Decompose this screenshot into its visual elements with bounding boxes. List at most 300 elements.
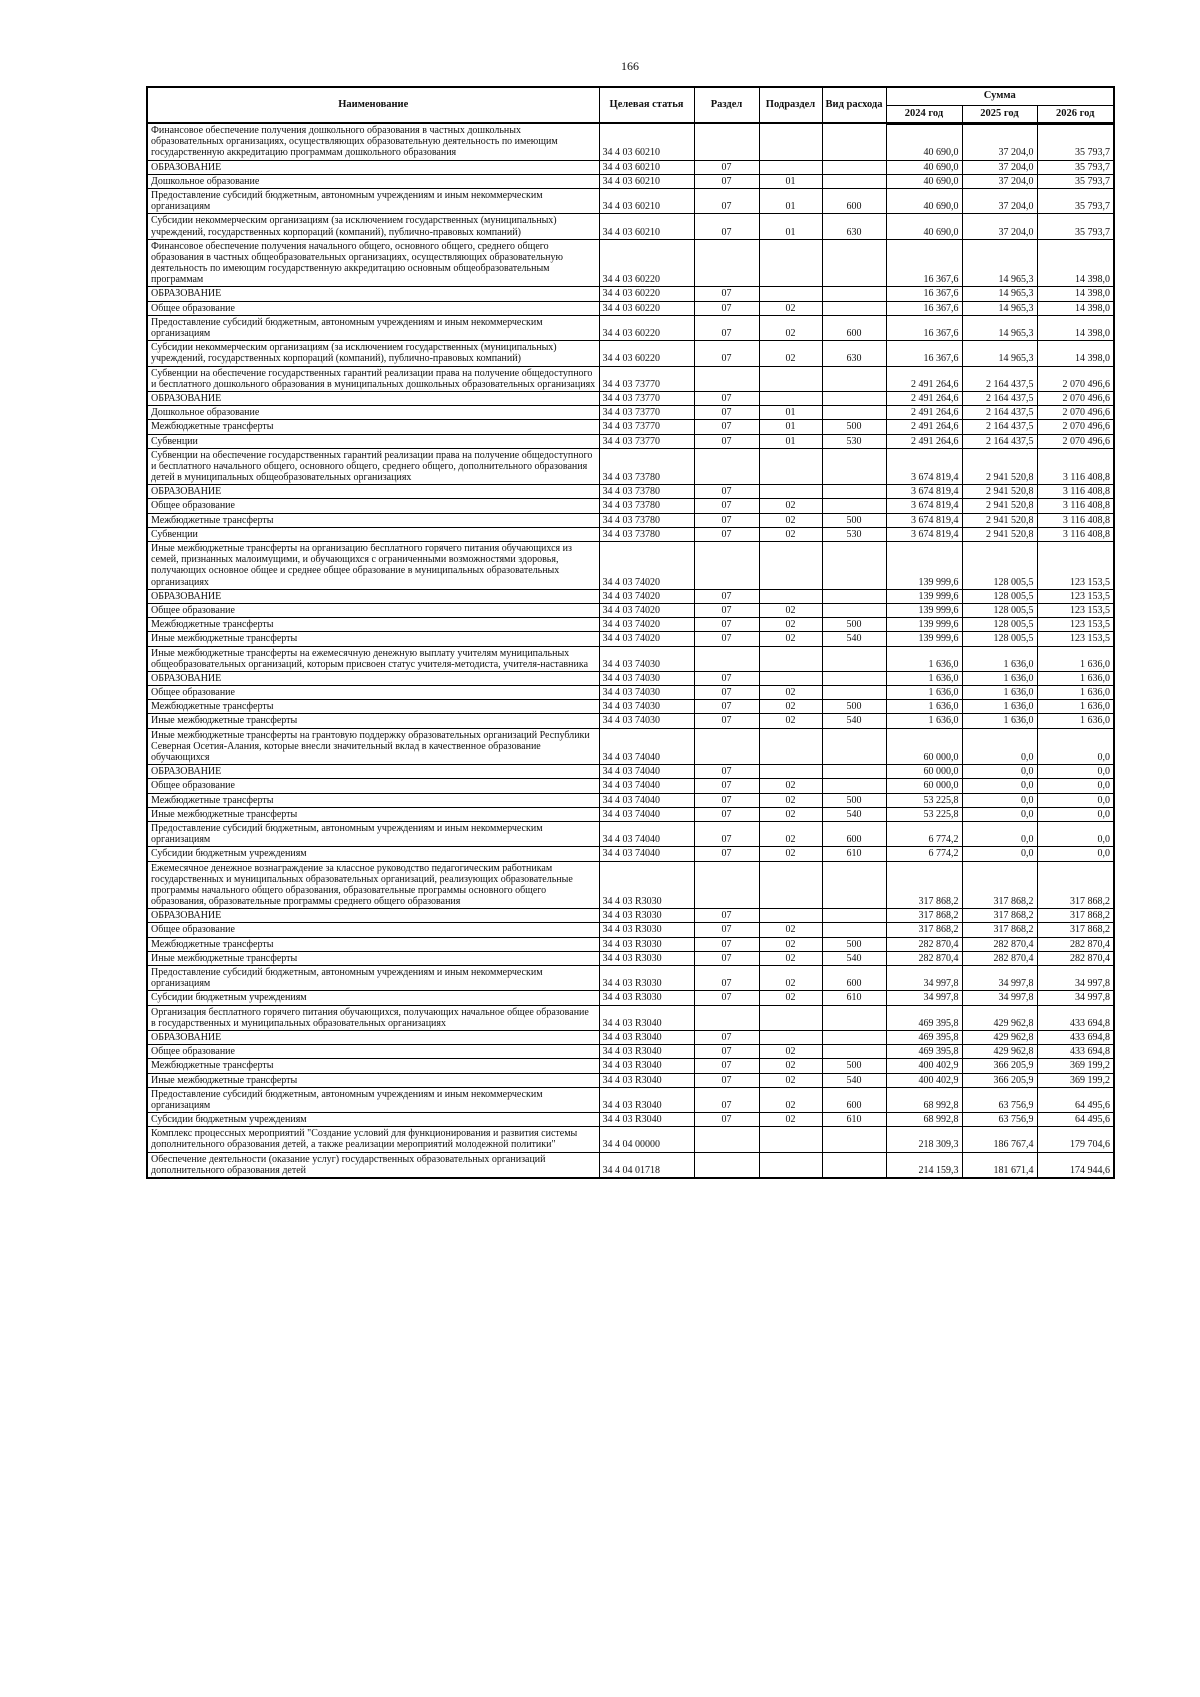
row-amount-2026: 0,0 <box>1037 793 1114 807</box>
row-subsection <box>759 1127 822 1152</box>
row-amount-2026: 3 116 408,8 <box>1037 513 1114 527</box>
row-amount-2024: 3 674 819,4 <box>886 485 962 499</box>
row-amount-2025: 34 997,8 <box>962 966 1037 991</box>
row-amount-2026: 35 793,7 <box>1037 160 1114 174</box>
row-subsection <box>759 239 822 287</box>
row-expense-type: 530 <box>822 434 886 448</box>
table-row <box>147 434 1114 448</box>
row-subsection <box>759 765 822 779</box>
table-row <box>147 301 1114 315</box>
row-expense-type <box>822 603 886 617</box>
row-amount-2025: 0,0 <box>962 821 1037 846</box>
row-amount-2026: 317 868,2 <box>1037 861 1114 909</box>
row-amount-2026: 14 398,0 <box>1037 315 1114 340</box>
row-expense-type <box>822 123 886 160</box>
row-amount-2024: 2 491 264,6 <box>886 366 962 391</box>
row-subsection <box>759 448 822 485</box>
row-name: Межбюджетные трансферты <box>147 1059 599 1073</box>
row-subsection: 02 <box>759 966 822 991</box>
row-amount-2024: 53 225,8 <box>886 793 962 807</box>
table-row <box>147 1127 1114 1152</box>
row-amount-2026: 34 997,8 <box>1037 966 1114 991</box>
row-name: Иные межбюджетные трансферты на организацию бесплатного горячего питания обучающихся из семей, признанных малоимущими, и обучающихся с ограниченными возможностями здоровья, получающих основное общее и среднее общее образование в муниципальных образовательных организациях <box>147 542 599 590</box>
row-name: Финансовое обеспечение получения начального общего, основного общего, среднего общего образования в частных общеобразовательных организациях, осуществляющих образовательную деятельность по имеющим государственную аккредитацию основным общеобразовательным программам <box>147 239 599 287</box>
row-section <box>694 366 759 391</box>
row-target-code: 34 4 03 73770 <box>599 406 694 420</box>
row-subsection <box>759 1005 822 1030</box>
row-amount-2026: 14 398,0 <box>1037 341 1114 366</box>
row-name: Общее образование <box>147 499 599 513</box>
row-section <box>694 542 759 590</box>
table-row <box>147 1005 1114 1030</box>
row-amount-2026: 3 116 408,8 <box>1037 527 1114 541</box>
row-amount-2025: 1 636,0 <box>962 714 1037 728</box>
table-row <box>147 391 1114 405</box>
row-target-code: 34 4 03 73780 <box>599 448 694 485</box>
row-target-code: 34 4 03 60210 <box>599 123 694 160</box>
row-target-code: 34 4 03 60220 <box>599 239 694 287</box>
row-amount-2026: 0,0 <box>1037 728 1114 765</box>
row-section: 07 <box>694 1045 759 1059</box>
row-subsection: 02 <box>759 1087 822 1112</box>
row-name: Субсидии некоммерческим организациям (за исключением государственных (муниципальных) учреждений, государственных корпораций (компаний), публично-правовых компаний) <box>147 214 599 239</box>
row-target-code: 34 4 03 74020 <box>599 542 694 590</box>
row-name: Субсидии бюджетным учреждениям <box>147 1113 599 1127</box>
row-section: 07 <box>694 714 759 728</box>
row-subsection <box>759 728 822 765</box>
row-amount-2026: 2 070 496,6 <box>1037 391 1114 405</box>
row-subsection: 02 <box>759 807 822 821</box>
table-row <box>147 618 1114 632</box>
row-subsection: 02 <box>759 991 822 1005</box>
table-row <box>147 821 1114 846</box>
row-section <box>694 1005 759 1030</box>
row-amount-2025: 128 005,5 <box>962 632 1037 646</box>
row-expense-type: 610 <box>822 1113 886 1127</box>
row-amount-2026: 123 153,5 <box>1037 589 1114 603</box>
row-expense-type: 540 <box>822 1073 886 1087</box>
header-year-2025: 2025 год <box>962 105 1037 123</box>
row-amount-2026: 433 694,8 <box>1037 1005 1114 1030</box>
row-amount-2026: 123 153,5 <box>1037 632 1114 646</box>
row-subsection: 02 <box>759 700 822 714</box>
row-expense-type <box>822 589 886 603</box>
row-subsection: 02 <box>759 847 822 861</box>
table-row <box>147 937 1114 951</box>
table-row <box>147 589 1114 603</box>
row-amount-2026: 35 793,7 <box>1037 214 1114 239</box>
row-amount-2024: 1 636,0 <box>886 686 962 700</box>
row-section: 07 <box>694 909 759 923</box>
row-expense-type <box>822 779 886 793</box>
row-amount-2026: 179 704,6 <box>1037 1127 1114 1152</box>
table-row <box>147 341 1114 366</box>
table-row <box>147 174 1114 188</box>
table-row <box>147 847 1114 861</box>
row-amount-2026: 0,0 <box>1037 847 1114 861</box>
row-subsection <box>759 646 822 671</box>
row-name: Общее образование <box>147 1045 599 1059</box>
row-section <box>694 239 759 287</box>
row-section <box>694 728 759 765</box>
table-row <box>147 603 1114 617</box>
header-subsection: Подраздел <box>759 87 822 123</box>
row-amount-2026: 3 116 408,8 <box>1037 448 1114 485</box>
row-amount-2024: 469 395,8 <box>886 1045 962 1059</box>
row-name: Дошкольное образование <box>147 174 599 188</box>
row-subsection <box>759 366 822 391</box>
row-expense-type <box>822 765 886 779</box>
row-target-code: 34 4 03 74020 <box>599 603 694 617</box>
row-name: Иные межбюджетные трансферты <box>147 951 599 965</box>
table-row <box>147 1152 1114 1178</box>
row-amount-2026: 14 398,0 <box>1037 239 1114 287</box>
row-target-code: 34 4 03 74030 <box>599 714 694 728</box>
row-amount-2025: 186 767,4 <box>962 1127 1037 1152</box>
row-target-code: 34 4 03 R3030 <box>599 991 694 1005</box>
table-row <box>147 188 1114 213</box>
row-target-code: 34 4 03 74030 <box>599 686 694 700</box>
row-subsection: 02 <box>759 499 822 513</box>
row-amount-2026: 433 694,8 <box>1037 1030 1114 1044</box>
row-subsection: 02 <box>759 923 822 937</box>
row-expense-type <box>822 406 886 420</box>
row-target-code: 34 4 03 73770 <box>599 366 694 391</box>
row-name: Субсидии некоммерческим организациям (за исключением государственных (муниципальных) учреждений, государственных корпораций (компаний), публично-правовых компаний) <box>147 341 599 366</box>
row-expense-type: 600 <box>822 1087 886 1112</box>
row-name: Межбюджетные трансферты <box>147 700 599 714</box>
row-amount-2024: 2 491 264,6 <box>886 420 962 434</box>
row-amount-2026: 35 793,7 <box>1037 174 1114 188</box>
row-amount-2026: 35 793,7 <box>1037 123 1114 160</box>
row-subsection: 02 <box>759 1073 822 1087</box>
row-subsection: 01 <box>759 420 822 434</box>
row-amount-2026: 2 070 496,6 <box>1037 434 1114 448</box>
row-target-code: 34 4 04 00000 <box>599 1127 694 1152</box>
row-amount-2025: 429 962,8 <box>962 1005 1037 1030</box>
table-row <box>147 991 1114 1005</box>
row-name: Межбюджетные трансферты <box>147 793 599 807</box>
table-row <box>147 951 1114 965</box>
row-subsection <box>759 542 822 590</box>
table-row <box>147 123 1114 160</box>
table-row <box>147 366 1114 391</box>
row-amount-2024: 282 870,4 <box>886 951 962 965</box>
row-section: 07 <box>694 527 759 541</box>
row-amount-2026: 3 116 408,8 <box>1037 485 1114 499</box>
row-target-code: 34 4 03 74020 <box>599 618 694 632</box>
row-expense-type: 540 <box>822 807 886 821</box>
row-amount-2024: 282 870,4 <box>886 937 962 951</box>
row-amount-2026: 1 636,0 <box>1037 646 1114 671</box>
row-amount-2024: 68 992,8 <box>886 1087 962 1112</box>
row-name: Общее образование <box>147 779 599 793</box>
table-row <box>147 499 1114 513</box>
row-target-code: 34 4 03 R3040 <box>599 1073 694 1087</box>
row-amount-2024: 139 999,6 <box>886 542 962 590</box>
row-name: ОБРАЗОВАНИЕ <box>147 391 599 405</box>
table-row <box>147 160 1114 174</box>
row-section: 07 <box>694 671 759 685</box>
row-expense-type <box>822 909 886 923</box>
row-target-code: 34 4 03 74040 <box>599 847 694 861</box>
row-expense-type <box>822 542 886 590</box>
row-name: Предоставление субсидий бюджетным, автономным учреждениям и иным некоммерческим организациям <box>147 966 599 991</box>
row-amount-2025: 37 204,0 <box>962 188 1037 213</box>
row-name: Субвенции <box>147 434 599 448</box>
row-amount-2025: 2 941 520,8 <box>962 448 1037 485</box>
row-section: 07 <box>694 160 759 174</box>
row-section: 07 <box>694 618 759 632</box>
row-target-code: 34 4 03 74040 <box>599 779 694 793</box>
header-section: Раздел <box>694 87 759 123</box>
row-name: Общее образование <box>147 686 599 700</box>
row-target-code: 34 4 03 74030 <box>599 646 694 671</box>
table-row <box>147 315 1114 340</box>
row-expense-type <box>822 1045 886 1059</box>
row-target-code: 34 4 03 R3040 <box>599 1005 694 1030</box>
row-amount-2026: 0,0 <box>1037 765 1114 779</box>
row-section: 07 <box>694 420 759 434</box>
table-row <box>147 527 1114 541</box>
row-section: 07 <box>694 991 759 1005</box>
row-name: Организация бесплатного горячего питания обучающихся, получающих начальное общее образование в государственных и муниципальных образовательных организациях <box>147 1005 599 1030</box>
row-subsection: 02 <box>759 301 822 315</box>
row-target-code: 34 4 03 74040 <box>599 728 694 765</box>
table-row <box>147 513 1114 527</box>
header-expense-type: Вид расхода <box>822 87 886 123</box>
row-target-code: 34 4 03 74020 <box>599 589 694 603</box>
row-amount-2025: 1 636,0 <box>962 646 1037 671</box>
row-expense-type <box>822 923 886 937</box>
row-target-code: 34 4 03 74030 <box>599 700 694 714</box>
row-name: ОБРАЗОВАНИЕ <box>147 1030 599 1044</box>
row-amount-2026: 2 070 496,6 <box>1037 406 1114 420</box>
row-amount-2024: 1 636,0 <box>886 671 962 685</box>
table-row <box>147 239 1114 287</box>
row-target-code: 34 4 03 R3030 <box>599 861 694 909</box>
row-subsection <box>759 391 822 405</box>
row-expense-type: 630 <box>822 214 886 239</box>
row-name: Финансовое обеспечение получения дошкольного образования в частных дошкольных образовательных организациях, осуществляющих образовательную деятельность по имеющим государственную аккредитацию программам дошкольного образования <box>147 123 599 160</box>
row-amount-2026: 123 153,5 <box>1037 618 1114 632</box>
row-section <box>694 1152 759 1178</box>
row-amount-2025: 0,0 <box>962 807 1037 821</box>
row-amount-2026: 0,0 <box>1037 779 1114 793</box>
row-amount-2026: 123 153,5 <box>1037 603 1114 617</box>
row-expense-type <box>822 391 886 405</box>
row-name: Иные межбюджетные трансферты на ежемесячную денежную выплату учителям муниципальных общеобразовательных организаций, которым присвоен статус учителя-методиста, учителя-наставника <box>147 646 599 671</box>
row-expense-type: 500 <box>822 700 886 714</box>
row-amount-2026: 1 636,0 <box>1037 700 1114 714</box>
row-subsection <box>759 1152 822 1178</box>
row-expense-type <box>822 1005 886 1030</box>
row-section: 07 <box>694 301 759 315</box>
row-amount-2025: 282 870,4 <box>962 937 1037 951</box>
row-amount-2025: 128 005,5 <box>962 542 1037 590</box>
row-target-code: 34 4 03 R3040 <box>599 1113 694 1127</box>
row-expense-type <box>822 448 886 485</box>
row-amount-2025: 181 671,4 <box>962 1152 1037 1178</box>
row-target-code: 34 4 03 60210 <box>599 214 694 239</box>
row-subsection <box>759 287 822 301</box>
row-subsection <box>759 1030 822 1044</box>
row-amount-2024: 6 774,2 <box>886 847 962 861</box>
row-subsection: 02 <box>759 779 822 793</box>
row-section: 07 <box>694 765 759 779</box>
row-subsection <box>759 123 822 160</box>
row-amount-2025: 282 870,4 <box>962 951 1037 965</box>
row-section <box>694 123 759 160</box>
row-subsection: 02 <box>759 1059 822 1073</box>
row-subsection <box>759 589 822 603</box>
row-amount-2025: 0,0 <box>962 847 1037 861</box>
row-amount-2024: 34 997,8 <box>886 966 962 991</box>
table-row <box>147 923 1114 937</box>
row-amount-2025: 1 636,0 <box>962 671 1037 685</box>
row-amount-2026: 433 694,8 <box>1037 1045 1114 1059</box>
row-amount-2024: 40 690,0 <box>886 174 962 188</box>
row-target-code: 34 4 03 74020 <box>599 632 694 646</box>
row-amount-2024: 60 000,0 <box>886 779 962 793</box>
row-target-code: 34 4 03 R3030 <box>599 937 694 951</box>
row-amount-2025: 0,0 <box>962 728 1037 765</box>
row-section <box>694 1127 759 1152</box>
row-amount-2025: 2 164 437,5 <box>962 366 1037 391</box>
row-target-code: 34 4 03 60220 <box>599 301 694 315</box>
row-target-code: 34 4 03 R3040 <box>599 1059 694 1073</box>
row-amount-2026: 64 495,6 <box>1037 1113 1114 1127</box>
row-subsection: 02 <box>759 793 822 807</box>
table-row <box>147 686 1114 700</box>
row-amount-2025: 0,0 <box>962 765 1037 779</box>
row-target-code: 34 4 03 74040 <box>599 765 694 779</box>
row-expense-type <box>822 287 886 301</box>
table-row <box>147 700 1114 714</box>
row-amount-2024: 400 402,9 <box>886 1059 962 1073</box>
row-amount-2026: 3 116 408,8 <box>1037 499 1114 513</box>
row-target-code: 34 4 03 73770 <box>599 391 694 405</box>
row-subsection <box>759 160 822 174</box>
row-amount-2024: 3 674 819,4 <box>886 448 962 485</box>
row-section: 07 <box>694 287 759 301</box>
row-expense-type: 540 <box>822 714 886 728</box>
row-section: 07 <box>694 406 759 420</box>
row-expense-type <box>822 174 886 188</box>
row-expense-type <box>822 366 886 391</box>
row-amount-2026: 0,0 <box>1037 821 1114 846</box>
row-target-code: 34 4 03 73780 <box>599 513 694 527</box>
row-amount-2025: 63 756,9 <box>962 1087 1037 1112</box>
row-subsection <box>759 485 822 499</box>
row-expense-type: 500 <box>822 420 886 434</box>
row-target-code: 34 4 03 73780 <box>599 527 694 541</box>
row-amount-2026: 317 868,2 <box>1037 923 1114 937</box>
table-row <box>147 1087 1114 1112</box>
row-expense-type <box>822 646 886 671</box>
row-name: ОБРАЗОВАНИЕ <box>147 765 599 779</box>
row-subsection <box>759 861 822 909</box>
row-section: 07 <box>694 966 759 991</box>
row-amount-2024: 218 309,3 <box>886 1127 962 1152</box>
row-subsection: 02 <box>759 951 822 965</box>
row-amount-2025: 2 164 437,5 <box>962 434 1037 448</box>
row-amount-2026: 14 398,0 <box>1037 301 1114 315</box>
row-subsection: 02 <box>759 632 822 646</box>
table-row <box>147 1059 1114 1073</box>
row-section <box>694 646 759 671</box>
table-row <box>147 448 1114 485</box>
table-row <box>147 1045 1114 1059</box>
row-amount-2026: 369 199,2 <box>1037 1059 1114 1073</box>
row-amount-2024: 60 000,0 <box>886 728 962 765</box>
row-section: 07 <box>694 589 759 603</box>
row-amount-2026: 35 793,7 <box>1037 188 1114 213</box>
row-name: Иные межбюджетные трансферты <box>147 714 599 728</box>
row-amount-2025: 2 164 437,5 <box>962 391 1037 405</box>
row-name: Межбюджетные трансферты <box>147 420 599 434</box>
row-expense-type: 600 <box>822 188 886 213</box>
row-subsection: 01 <box>759 406 822 420</box>
row-section: 07 <box>694 793 759 807</box>
row-subsection <box>759 909 822 923</box>
row-amount-2026: 282 870,4 <box>1037 951 1114 965</box>
header-sum: Сумма <box>886 87 1114 105</box>
row-expense-type <box>822 671 886 685</box>
row-expense-type <box>822 499 886 513</box>
row-section: 07 <box>694 923 759 937</box>
row-amount-2024: 317 868,2 <box>886 923 962 937</box>
row-target-code: 34 4 03 60210 <box>599 174 694 188</box>
row-amount-2024: 1 636,0 <box>886 714 962 728</box>
table-body <box>147 123 1114 1178</box>
row-expense-type: 500 <box>822 937 886 951</box>
row-amount-2025: 366 205,9 <box>962 1073 1037 1087</box>
row-amount-2025: 1 636,0 <box>962 700 1037 714</box>
row-amount-2024: 2 491 264,6 <box>886 406 962 420</box>
header-year-2026: 2026 год <box>1037 105 1114 123</box>
row-section: 07 <box>694 951 759 965</box>
row-amount-2024: 400 402,9 <box>886 1073 962 1087</box>
row-name: Иные межбюджетные трансферты на грантовую поддержку образовательных организаций Республики Северная Осетия-Алания, которые внесли значительный вклад в качественное образование обучающихся <box>147 728 599 765</box>
row-amount-2025: 0,0 <box>962 779 1037 793</box>
row-name: Комплекс процессных мероприятий "Создание условий для функционирования и развития системы дополнительного образования детей, а также реализации мероприятий молодежной политики" <box>147 1127 599 1152</box>
row-expense-type <box>822 1152 886 1178</box>
row-amount-2025: 14 965,3 <box>962 287 1037 301</box>
row-target-code: 34 4 03 60210 <box>599 160 694 174</box>
row-name: Предоставление субсидий бюджетным, автономным учреждениям и иным некоммерческим организациям <box>147 1087 599 1112</box>
row-target-code: 34 4 03 73770 <box>599 420 694 434</box>
row-section: 07 <box>694 499 759 513</box>
row-name: ОБРАЗОВАНИЕ <box>147 909 599 923</box>
row-amount-2024: 139 999,6 <box>886 618 962 632</box>
table-row <box>147 765 1114 779</box>
row-amount-2024: 139 999,6 <box>886 632 962 646</box>
row-amount-2024: 139 999,6 <box>886 589 962 603</box>
table-row <box>147 406 1114 420</box>
row-subsection <box>759 671 822 685</box>
row-amount-2025: 317 868,2 <box>962 923 1037 937</box>
row-target-code: 34 4 03 74040 <box>599 793 694 807</box>
row-amount-2024: 317 868,2 <box>886 861 962 909</box>
row-amount-2024: 60 000,0 <box>886 765 962 779</box>
table-row <box>147 671 1114 685</box>
row-section: 07 <box>694 1113 759 1127</box>
row-expense-type: 540 <box>822 632 886 646</box>
row-name: Дошкольное образование <box>147 406 599 420</box>
row-section: 07 <box>694 632 759 646</box>
row-amount-2024: 34 997,8 <box>886 991 962 1005</box>
